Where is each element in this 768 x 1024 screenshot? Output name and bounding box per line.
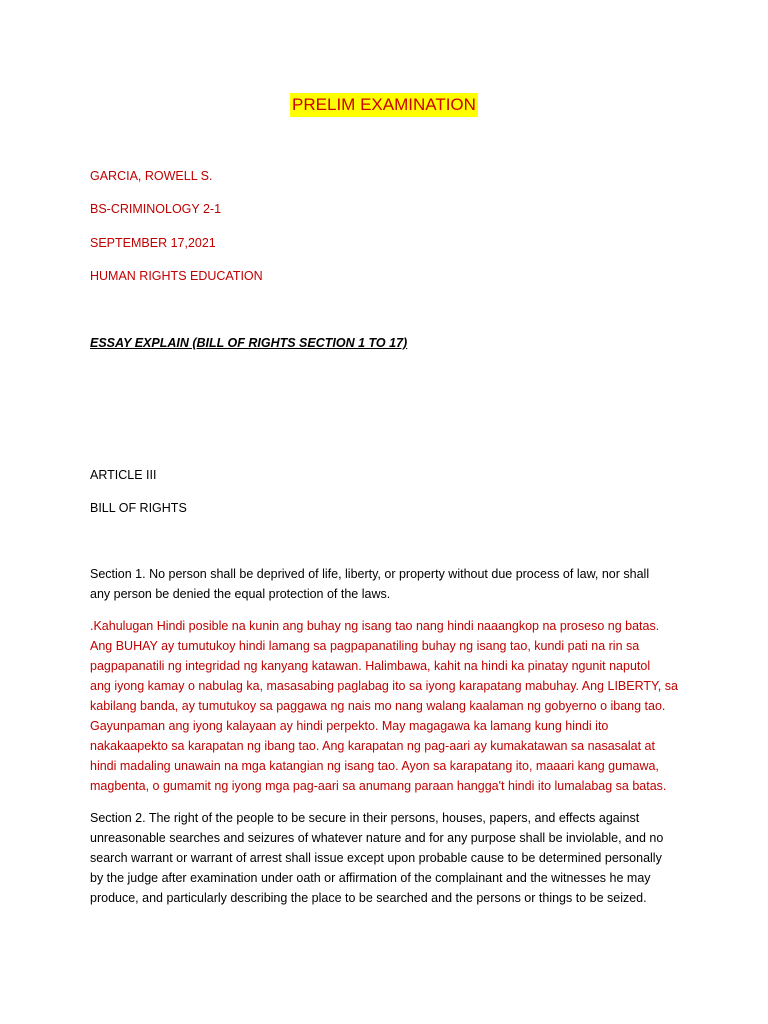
program: BS-CRIMINOLOGY 2-1 <box>90 202 222 216</box>
article-label: ARTICLE III <box>90 468 157 482</box>
text-line: Gayunpaman ang iyong kalayaan ay hindi perpekto. May magagawa ka lamang kung hindi ito <box>90 719 609 733</box>
student-name: GARCIA, ROWELL S. <box>90 169 213 183</box>
text-line: pagpapanatili ng integridad ng kanyang katawan. Halimbawa, kahit na hindi ka pinatay ngunit naputol <box>90 659 651 673</box>
exam-date: SEPTEMBER 17,2021 <box>90 236 216 250</box>
section-1-text <box>90 564 680 604</box>
text-line: Section 1. No person shall be deprived of life, liberty, or property without due process of law, nor shall <box>90 567 650 581</box>
text-line: Ang BUHAY ay tumutukoy hindi lamang sa pagpapanatiling buhay ng isang tao, kundi pati na rin sa <box>90 639 640 653</box>
title-container <box>0 93 768 117</box>
subject: HUMAN RIGHTS EDUCATION <box>90 269 263 283</box>
text-line: by the judge after examination under oath or affirmation of the complainant and the witnesses he may <box>90 871 651 885</box>
text-line: hindi madaling unawain na mga katangian ng isang tao. Ayon sa karapatang ito, maaari kang gumawa, <box>90 759 659 773</box>
text-line: kabilang banda, ay tumutukoy sa paggawa ng nais mo nang walang kaalaman ng gobyerno o ibang tao. <box>90 699 666 713</box>
text-line: unreasonable searches and seizures of whatever nature and for any purpose shall be inviolable, and no <box>90 831 664 845</box>
text-line: any person be denied the equal protection of the laws. <box>90 587 391 601</box>
essay-heading: ESSAY EXPLAIN (BILL OF RIGHTS SECTION 1 TO 17) <box>90 336 408 350</box>
text-line: search warrant or warrant of arrest shall issue except upon probable cause to be determined personally <box>90 851 662 865</box>
text-line: nakakaapekto sa karapatan ng ibang tao. Ang karapatan ng pag-aari ay kumakatawan sa nasasalat at <box>90 739 655 753</box>
text-line: magbenta, o gumamit ng iyong mga pag-aari sa anumang paraan hangga't hindi ito lumalabag sa batas. <box>90 779 667 793</box>
page-title: PRELIM EXAMINATION <box>290 93 478 117</box>
text-line: produce, and particularly describing the place to be searched and the persons or things to be seized. <box>90 891 647 905</box>
section-2-text <box>90 808 680 908</box>
text-line: ang iyong kamay o nabulag ka, masasabing paglabag ito sa iyong karapatang mabuhay. Ang LIBERTY, sa <box>90 679 678 693</box>
text-line: .Kahulugan Hindi posible na kunin ang buhay ng isang tao nang hindi naaangkop na proseso ng batas. <box>90 619 660 633</box>
bill-of-rights-label: BILL OF RIGHTS <box>90 501 187 515</box>
text-line: Section 2. The right of the people to be secure in their persons, houses, papers, and effects against <box>90 811 640 825</box>
section-1-explanation <box>90 616 680 796</box>
